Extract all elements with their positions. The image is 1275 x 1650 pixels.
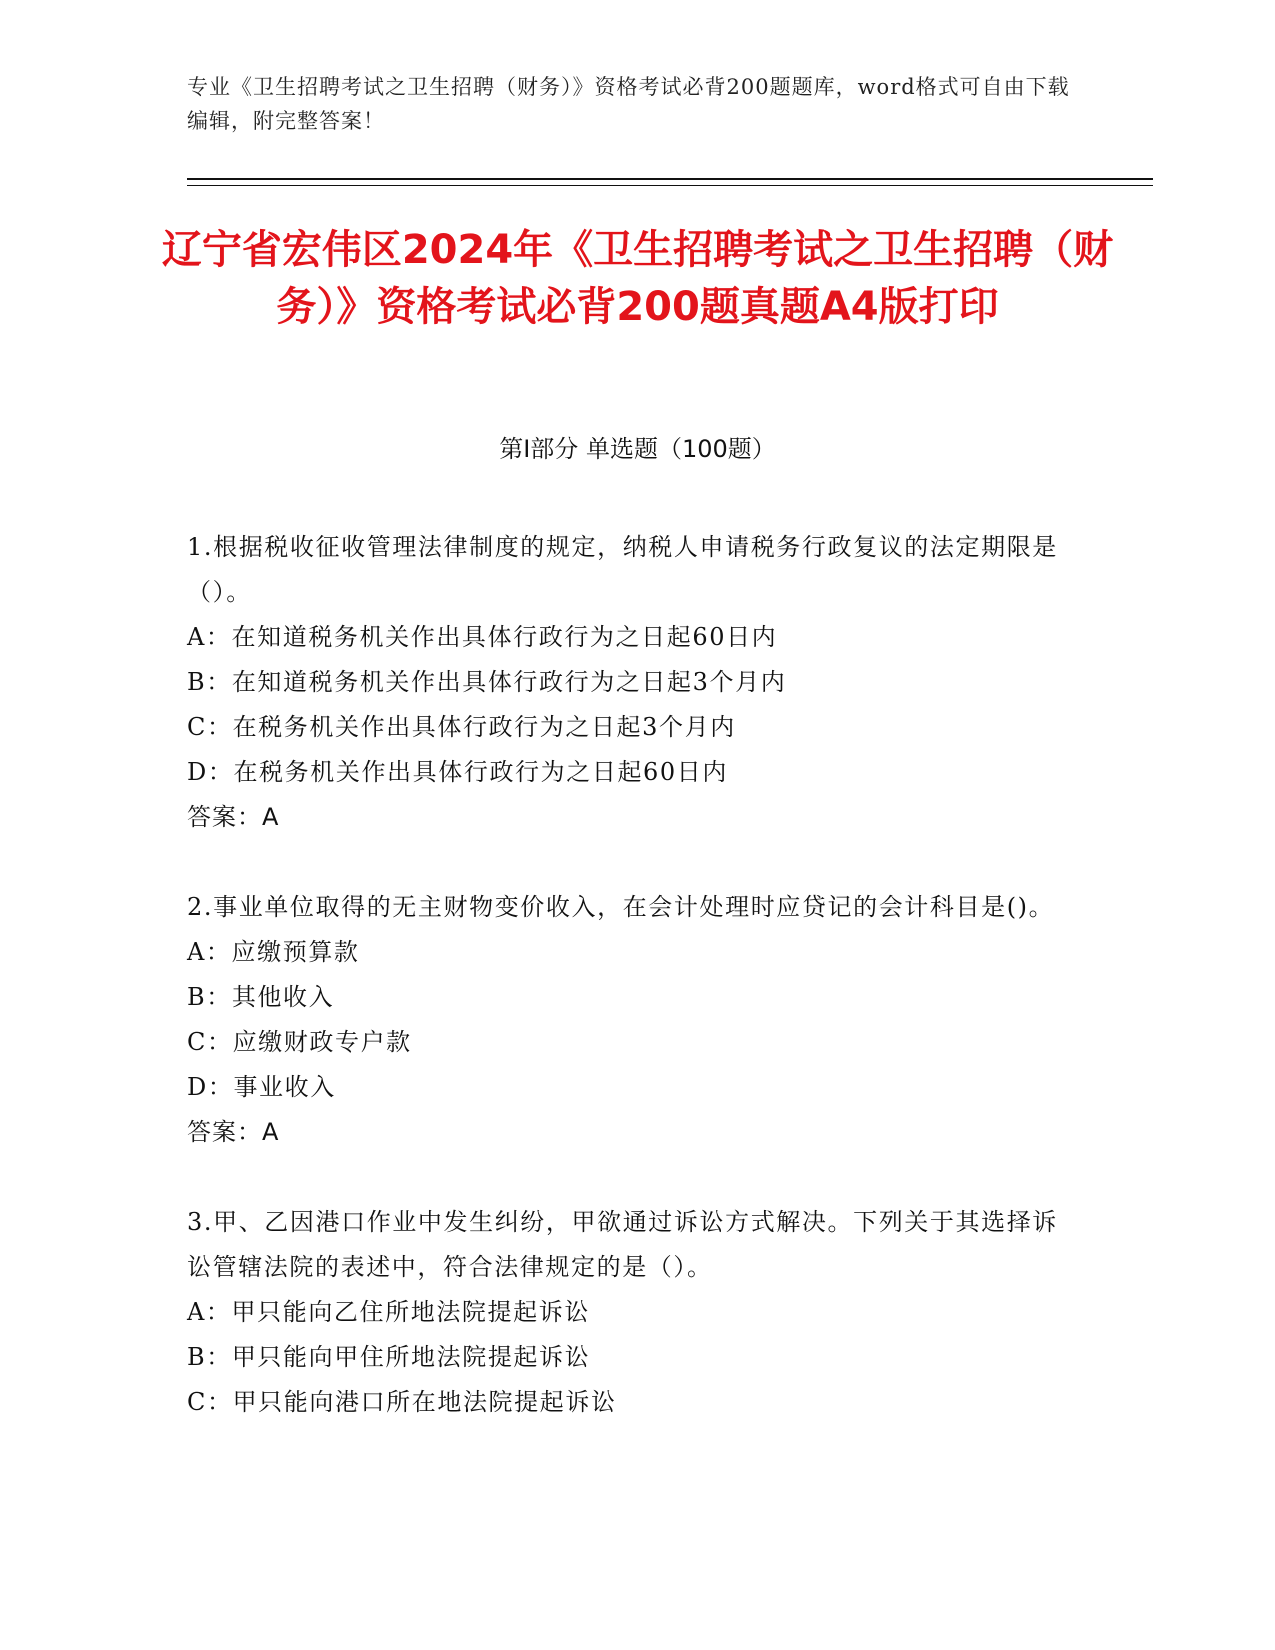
option-d: D：事业收入	[187, 1073, 336, 1101]
question-list	[187, 525, 1067, 1470]
option-c: C：应缴财政专户款	[187, 1028, 412, 1056]
header-note: 专业《卫生招聘考试之卫生招聘（财务）》资格考试必背200题题库，word格式可自由下载编辑，附完整答案！	[187, 75, 1070, 133]
option-a: A：在知道税务机关作出具体行政行为之日起60日内	[187, 623, 778, 651]
option-a: A：甲只能向乙住所地法院提起诉讼	[187, 1298, 590, 1326]
header-divider-thin	[187, 185, 1153, 186]
option-d: D：在税务机关作出具体行政行为之日起60日内	[187, 758, 728, 786]
question-stem: 2.事业单位取得的无主财物变价收入，在会计处理时应贷记的会计科目是()。	[187, 893, 1055, 921]
document-title: 辽宁省宏伟区2024年《卫生招聘考试之卫生招聘（财务）》资格考试必背200题真题A4版打印	[161, 227, 1114, 330]
answer: 答案：A	[187, 1118, 280, 1146]
header-divider-thick	[187, 178, 1153, 180]
question-3	[187, 1200, 1067, 1425]
question-1	[187, 525, 1067, 840]
option-b: B：甲只能向甲住所地法院提起诉讼	[187, 1343, 591, 1371]
question-stem: 1.根据税收征收管理法律制度的规定，纳税人申请税务行政复议的法定期限是（）。	[187, 533, 1058, 606]
answer: 答案：A	[187, 803, 280, 831]
option-b: B：其他收入	[187, 983, 335, 1011]
option-b: B：在知道税务机关作出具体行政行为之日起3个月内	[187, 668, 787, 696]
option-c: C：在税务机关作出具体行政行为之日起3个月内	[187, 713, 736, 741]
question-stem: 3.甲、乙因港口作业中发生纠纷，甲欲通过诉讼方式解决。下列关于其选择诉讼管辖法院的表述中，符合法律规定的是（）。	[187, 1208, 1058, 1281]
option-c: C：甲只能向港口所在地法院提起诉讼	[187, 1388, 617, 1416]
question-2	[187, 885, 1067, 1155]
section-title: 第Ⅰ部分 单选题（100题）	[499, 435, 776, 463]
option-a: A：应缴预算款	[187, 938, 360, 966]
